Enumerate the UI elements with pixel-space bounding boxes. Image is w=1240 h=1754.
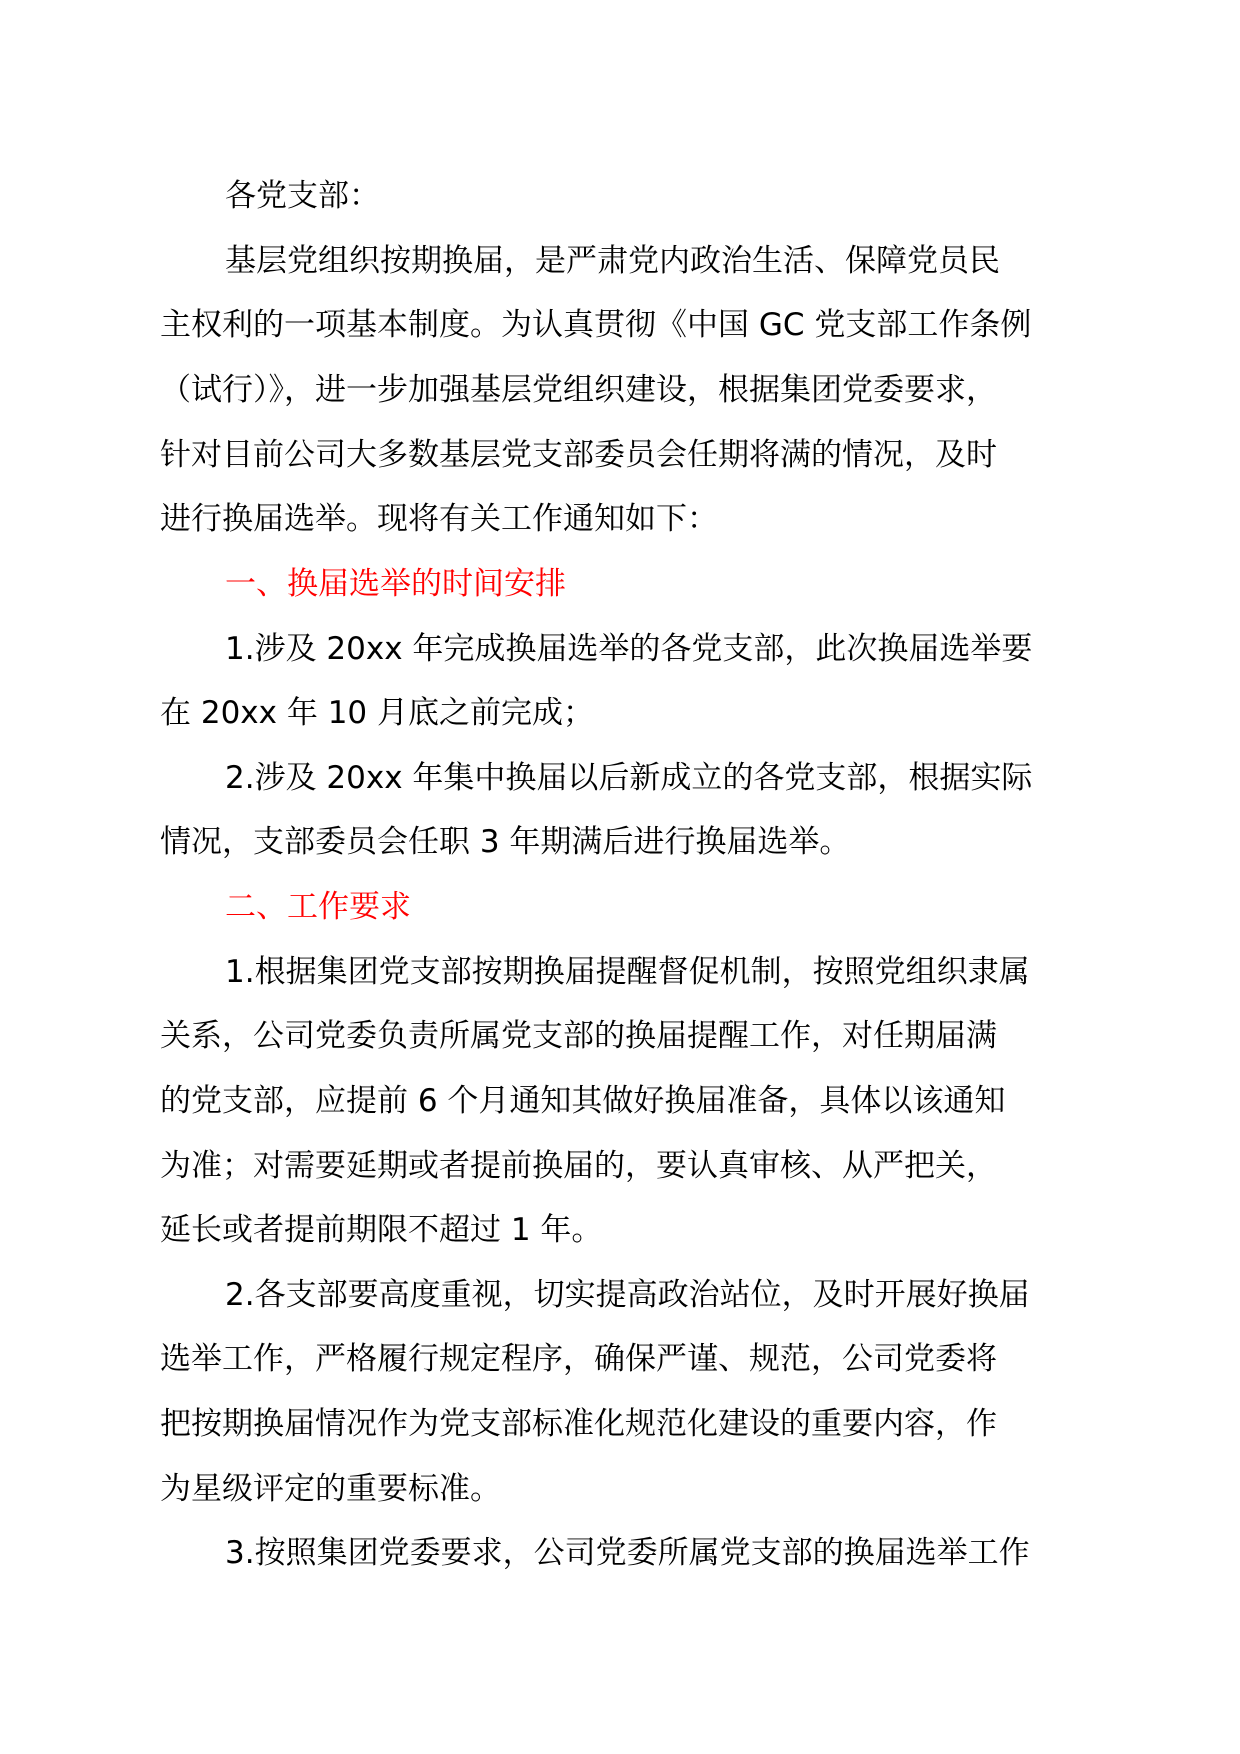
intro-line: （试行）》，进一步加强基层党组织建设，根据集团党委要求，	[160, 372, 997, 408]
salutation: 各党支部：	[225, 178, 380, 214]
requirement-item-2-line: 2.各支部要高度重视，切实提高政治站位，及时开展好换届	[225, 1277, 1030, 1313]
requirement-item-1-line: 1.根据集团党支部按期换届提醒督促机制，按照党组织隶属	[225, 954, 1030, 990]
requirement-item-3-line: 3.按照集团党委要求，公司党委所属党支部的换届选举工作	[225, 1535, 1030, 1571]
requirement-item-1-line: 的党支部，应提前 6 个月通知其做好换届准备，具体以该通知	[160, 1083, 1006, 1119]
schedule-item-2-line: 2.涉及 20xx 年集中换届以后新成立的各党支部，根据实际	[225, 760, 1033, 796]
intro-line: 进行换届选举。现将有关工作通知如下：	[160, 501, 718, 537]
schedule-item-1-line: 1.涉及 20xx 年完成换届选举的各党支部，此次换届选举要	[225, 631, 1033, 667]
section-heading-requirements: 二、工作要求	[225, 889, 411, 925]
requirement-item-1-line: 为准；对需要延期或者提前换届的，要认真审核、从严把关，	[160, 1148, 997, 1184]
intro-line: 基层党组织按期换届，是严肃党内政治生活、保障党员民	[225, 243, 1000, 279]
intro-line: 主权利的一项基本制度。为认真贯彻《中国 GC 党支部工作条例	[160, 307, 1032, 343]
schedule-item-2-line: 情况，支部委员会任职 3 年期满后进行换届选举。	[160, 824, 851, 860]
section-heading-schedule: 一、换届选举的时间安排	[225, 566, 566, 602]
requirement-item-2-line: 为星级评定的重要标准。	[160, 1471, 501, 1507]
requirement-item-1-line: 延长或者提前期限不超过 1 年。	[160, 1212, 603, 1248]
requirement-item-1-line: 关系，公司党委负责所属党支部的换届提醒工作，对任期届满	[160, 1018, 997, 1054]
requirement-item-2-line: 把按期换届情况作为党支部标准化规范化建设的重要内容，作	[160, 1406, 997, 1442]
requirement-item-2-line: 选举工作，严格履行规定程序，确保严谨、规范，公司党委将	[160, 1341, 997, 1377]
intro-line: 针对目前公司大多数基层党支部委员会任期将满的情况，及时	[160, 437, 997, 473]
schedule-item-1-line: 在 20xx 年 10 月底之前完成；	[160, 695, 594, 731]
